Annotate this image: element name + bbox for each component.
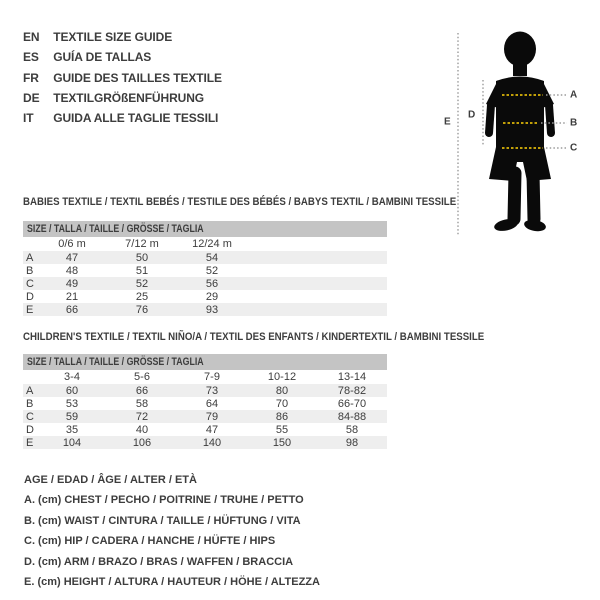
size-value: 55 [275, 423, 289, 436]
language-label: TEXTILE SIZE GUIDE [53, 30, 173, 44]
children-column-header: 5-6 [107, 370, 177, 384]
language-code: ES [23, 50, 39, 65]
row-label: A [23, 251, 37, 264]
language-row-de [23, 88, 222, 108]
size-value: 52 [107, 277, 177, 290]
language-label: GUIDE DES TAILLES TEXTILE [53, 70, 222, 85]
legend-item-height: E. (cm) HEIGHT / ALTURA / HAUTEUR / HÖHE / ALTEZZA [24, 575, 320, 588]
row-label: E [23, 303, 37, 316]
row-label: B [26, 264, 34, 277]
child-silhouette-icon [440, 28, 598, 240]
size-value: 70 [275, 397, 289, 410]
row-label: C [23, 410, 37, 423]
language-label: GUÍA DE TALLAS [53, 50, 152, 65]
size-value: 48 [65, 264, 79, 277]
table-row [23, 410, 387, 423]
size-value: 79 [177, 410, 247, 423]
size-value: 21 [65, 290, 79, 303]
table-row [23, 303, 387, 316]
legend-age-line: AGE / EDAD / ÂGE / ALTER / ETÀ [24, 474, 197, 486]
table-row [23, 264, 387, 277]
children-column-header: 7-9 [177, 370, 247, 384]
language-row-fr [23, 68, 222, 88]
table-row [23, 436, 387, 449]
size-value: 104 [37, 436, 107, 449]
babies-column-header: 7/12 m [107, 237, 177, 251]
size-value: 56 [177, 277, 247, 290]
babies-size-table [23, 221, 387, 316]
size-value: 51 [135, 264, 149, 277]
size-value: 150 [247, 436, 317, 449]
size-value: 58 [345, 423, 359, 436]
size-value: 47 [205, 423, 219, 436]
size-value: 86 [247, 410, 317, 423]
size-value: 72 [107, 410, 177, 423]
row-label: A [23, 384, 37, 397]
language-list [23, 27, 222, 128]
children-column-header-row [23, 370, 387, 384]
language-row-it [23, 108, 222, 128]
size-value: 66 [37, 303, 107, 316]
measure-label-e: E [444, 116, 451, 128]
babies-size-header-bar: SIZE / TALLA / TAILLE / GRÖSSE / TAGLIA [23, 221, 387, 237]
size-value: 78-82 [317, 384, 387, 397]
row-label: D [26, 423, 34, 436]
babies-section-heading: BABIES TEXTILE / TEXTIL BEBÉS / TESTILE DES BÉBÉS / BABYS TEXTIL / BAMBINI TESSILE [23, 196, 457, 208]
children-size-table [23, 354, 387, 449]
size-value: 50 [107, 251, 177, 264]
measurement-diagram [440, 28, 598, 240]
size-value: 60 [37, 384, 107, 397]
babies-column-header: 12/24 m [177, 237, 247, 251]
size-value: 47 [37, 251, 107, 264]
children-size-header-bar: SIZE / TALLA / TAILLE / GRÖSSE / TAGLIA [23, 354, 387, 370]
size-value: 76 [107, 303, 177, 316]
row-label: D [26, 290, 34, 303]
measure-label-d: D [468, 109, 476, 121]
size-value: 93 [177, 303, 247, 316]
size-value: 140 [177, 436, 247, 449]
size-value: 66 [107, 384, 177, 397]
language-row-es [23, 47, 222, 67]
size-value: 64 [205, 397, 219, 410]
size-value: 84-88 [317, 410, 387, 423]
table-row [23, 277, 387, 290]
size-value: 59 [37, 410, 107, 423]
size-value: 58 [135, 397, 149, 410]
size-value: 53 [65, 397, 79, 410]
size-value: 40 [135, 423, 149, 436]
row-label: E [23, 436, 37, 449]
size-value: 49 [37, 277, 107, 290]
measure-label-b: B [570, 117, 578, 129]
language-label: GUIDA ALLE TAGLIE TESSILI [53, 111, 219, 126]
language-code: DE [23, 90, 40, 105]
row-label: C [23, 277, 37, 290]
size-value: 25 [135, 290, 149, 303]
measurement-legend [24, 470, 320, 592]
legend-item-waist: B. (cm) WAIST / CINTURA / TAILLE / HÜFTUNG / VITA [24, 514, 301, 527]
size-value: 54 [177, 251, 247, 264]
size-value: 106 [107, 436, 177, 449]
babies-column-header-row [23, 237, 387, 251]
language-code: IT [23, 111, 34, 126]
size-value: 66-70 [337, 397, 367, 410]
table-row [23, 397, 387, 410]
legend-item-arm: D. (cm) ARM / BRAZO / BRAS / WAFFEN / BRACCIA [24, 555, 294, 568]
table-row [23, 251, 387, 264]
babies-column-header: 0/6 m [37, 237, 107, 251]
measure-label-a: A [570, 89, 578, 101]
size-value: 29 [205, 290, 219, 303]
size-value: 35 [65, 423, 79, 436]
measure-label-c: C [570, 142, 578, 154]
language-code: EN [23, 30, 40, 44]
legend-item-hip: C. (cm) HIP / CADERA / HANCHE / HÜFTE / HIPS [24, 535, 276, 548]
size-value: 80 [247, 384, 317, 397]
language-code: FR [23, 70, 39, 85]
size-value: 98 [317, 436, 387, 449]
children-column-header: 10-12 [247, 370, 317, 384]
language-label: TEXTILGRÖßENFÜHRUNG [53, 90, 204, 105]
children-section-heading: CHILDREN'S TEXTILE / TEXTIL NIÑO/A / TEXTIL DES ENFANTS / KINDERTEXTIL / BAMBINI TESSILE [23, 331, 485, 343]
table-row [23, 384, 387, 397]
children-column-header: 13-14 [317, 370, 387, 384]
table-row [23, 290, 387, 303]
row-label: B [26, 397, 34, 410]
table-row [23, 423, 387, 436]
children-column-header: 3-4 [37, 370, 107, 384]
size-value: 52 [205, 264, 219, 277]
legend-item-chest: A. (cm) CHEST / PECHO / POITRINE / TRUHE / PETTO [24, 494, 304, 507]
size-value: 73 [177, 384, 247, 397]
language-row-en [23, 27, 222, 47]
